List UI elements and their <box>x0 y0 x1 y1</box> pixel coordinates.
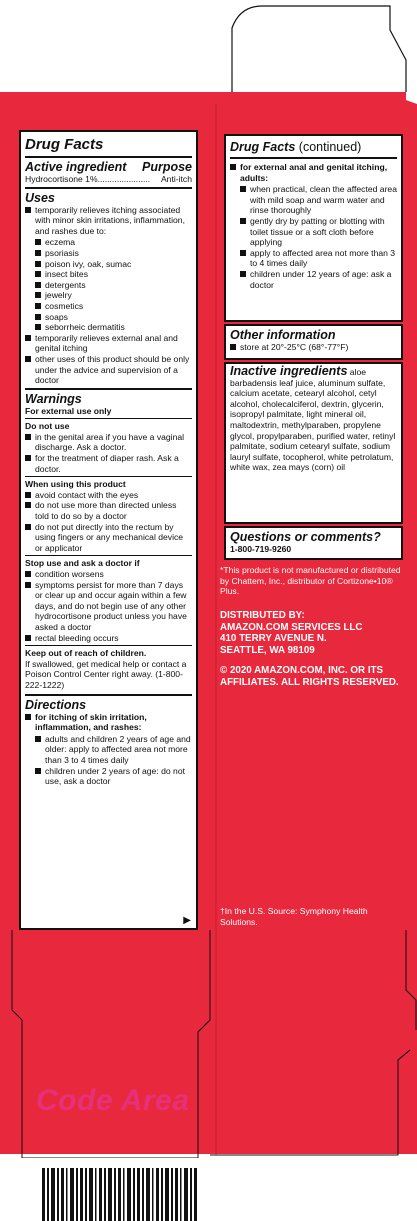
divider <box>25 555 192 556</box>
list-item: rectal bleeding occurs <box>25 633 192 644</box>
list-item: eczema <box>35 237 192 248</box>
questions-panel <box>224 526 403 560</box>
list-item: cosmetics <box>35 301 192 312</box>
divider <box>25 645 192 646</box>
active-ingredient-heading: Active ingredient <box>25 160 127 174</box>
questions-heading: Questions or comments? <box>230 530 381 544</box>
disclaimer-text: *This product is not manufactured or distributed by Chattem, Inc., distributor of Cortizone•10® Plus. <box>220 565 401 597</box>
purpose-value: Anti-itch <box>160 174 192 184</box>
other-information-heading: Other information <box>230 328 336 342</box>
distributed-by-label: DISTRIBUTED BY: <box>220 610 305 621</box>
address-line-1: 410 TERRY AVENUE N. <box>220 633 327 645</box>
list-item: other uses of this product should be only under the advice and supervision of a doctor <box>25 354 192 386</box>
list-item: when practical, clean the affected area with mild soap and warm water and rinse thoroughly <box>240 184 397 216</box>
list-item: seborrheic dermatitis <box>35 322 192 333</box>
divider <box>25 156 192 158</box>
list-item: gently dry by patting or blotting with toilet tissue or a soft cloth before applying <box>240 216 397 248</box>
continue-arrow-icon: ▶ <box>183 915 191 926</box>
keep-out-heading: Keep out of reach of children. <box>25 648 147 659</box>
list-item: symptoms persist for more than 7 days or clear up and occur again within a few days, and do not begin use of any other hydrocortisone product unless you have asked a doctor <box>25 580 192 633</box>
list-item: condition worsens <box>25 569 192 580</box>
keep-out-text: If swallowed, get medical help or contact a Poison Control Center right away. (1-800-222-1222) <box>25 658 187 690</box>
other-information-list <box>230 342 397 353</box>
purpose-heading: Purpose <box>141 160 192 174</box>
divider <box>25 418 192 419</box>
directions-heading: Directions <box>25 697 87 712</box>
list-item: apply to affected area not more than 3 to 4 times daily <box>240 248 397 269</box>
code-area-label: Code Area <box>36 1084 190 1117</box>
divider <box>230 157 397 159</box>
uses-sublist <box>35 237 192 332</box>
uses-list <box>25 205 192 386</box>
active-ingredient: Hydrocortisone 1% <box>25 174 98 184</box>
list-item: adults and children 2 years of age and older: apply to affected area not more than 3 to 4 times daily <box>35 734 192 766</box>
distributor-block <box>220 610 406 689</box>
copyright-text: © 2020 AMAZON.COM, INC. OR ITS AFFILIATES. ALL RIGHTS RESERVED. <box>220 665 399 688</box>
company-name: AMAZON.COM SERVICES LLC <box>220 621 363 633</box>
list-item: avoid contact with the eyes <box>25 490 192 501</box>
divider <box>25 694 192 696</box>
list-item: for external anal and genital itching, adults: when practical, clean the affected area with mild soap and warm water and rinse thoroughly gently dry by patting or blotting with toilet tissue or a soft cloth before applying apply to affected area not more than 3 to 4 times daily children under 12 years of age: ask a doctor <box>230 162 397 290</box>
continued-label: (continued) <box>298 140 362 154</box>
list-item: temporarily relieves itching associated with minor skin irritations, inflammation, and rashes due to: eczema psoriasis poison ivy, oak, sumac insect bites detergents jewelry cosmetics soaps seborrheic dermatitis <box>25 205 192 333</box>
when-using-heading: When using this product <box>25 479 126 490</box>
list-item: do not use more than directed unless told to do so by a doctor <box>25 500 192 521</box>
drug-facts-panel-left <box>19 130 198 930</box>
list-item: insect bites <box>35 269 192 280</box>
external-use-note: For external use only <box>25 405 112 416</box>
do-not-use-list <box>25 432 192 474</box>
other-information-panel <box>224 324 403 360</box>
drug-facts-title: Drug Facts <box>25 136 104 153</box>
anal-directions-list <box>230 162 397 290</box>
list-item: psoriasis <box>35 248 192 259</box>
drug-facts-title: Drug Facts <box>230 140 296 154</box>
inactive-ingredients-panel <box>224 362 403 524</box>
list-item: jewelry <box>35 290 192 301</box>
directions-sublist <box>35 734 192 787</box>
list-item: for the treatment of diaper rash. Ask a doctor. <box>25 453 192 474</box>
list-item: do not put directly into the rectum by using fingers or any mechanical device or applicator <box>25 522 192 554</box>
anal-sublist <box>240 184 397 290</box>
list-item: temporarily relieves external anal and genital itching <box>25 333 192 354</box>
list-item: detergents <box>35 280 192 291</box>
do-not-use-heading: Do not use <box>25 421 70 432</box>
inactive-ingredients-text: Inactive ingredients aloe barbadensis leaf juice, aluminum sulfate, calcium acetate, cetearyl alcohol, cetyl alcohol, cholecalciferol, dextrin, glycerin, isopropyl palmitate, light mineral oil, maltodextrin, methylparaben, propylene glycol, propylparaben, purified water, retinyl palmitate, sodium cetearyl sulfate, sodium lauryl sulfate, tocopherol, white petrolatum, white wax, zea mays (corn) oil <box>230 364 396 473</box>
when-using-list <box>25 490 192 554</box>
list-item: soaps <box>35 312 192 323</box>
warnings-heading: Warnings <box>25 391 82 406</box>
drug-facts-continued-panel <box>224 134 403 322</box>
list-item: for itching of skin irritation, inflammation, and rashes: adults and children 2 years of age and older: apply to affected area not more than 3 to 4 times daily children under 2 years of age: do not use, ask a doctor <box>25 712 192 787</box>
stop-use-list <box>25 569 192 643</box>
inactive-ingredients-heading: Inactive ingredients <box>230 364 348 378</box>
list-item: children under 12 years of age: ask a doctor <box>240 269 397 290</box>
list-item: poison ivy, oak, sumac <box>35 259 192 270</box>
list-item: in the genital area if you have a vaginal discharge. Ask a doctor. <box>25 432 192 453</box>
directions-list <box>25 712 192 787</box>
source-note: †In the U.S. Source: Symphony Health Solutions. <box>220 906 368 927</box>
divider <box>25 187 192 189</box>
stop-use-heading: Stop use and ask a doctor if <box>25 558 140 569</box>
list-item: children under 2 years of age: do not use, ask a doctor <box>35 766 192 787</box>
leader-dots: ...................... <box>97 174 151 184</box>
phone-number: 1-800-719-9260 <box>230 544 292 554</box>
divider <box>25 388 192 390</box>
uses-heading: Uses <box>25 190 55 205</box>
divider <box>25 476 192 477</box>
barcode <box>42 1168 202 1221</box>
continued-title-row <box>230 139 397 155</box>
list-item: store at 20°-25°C (68°-77°F) <box>230 342 397 353</box>
address-line-2: SEATTLE, WA 98109 <box>220 644 315 656</box>
